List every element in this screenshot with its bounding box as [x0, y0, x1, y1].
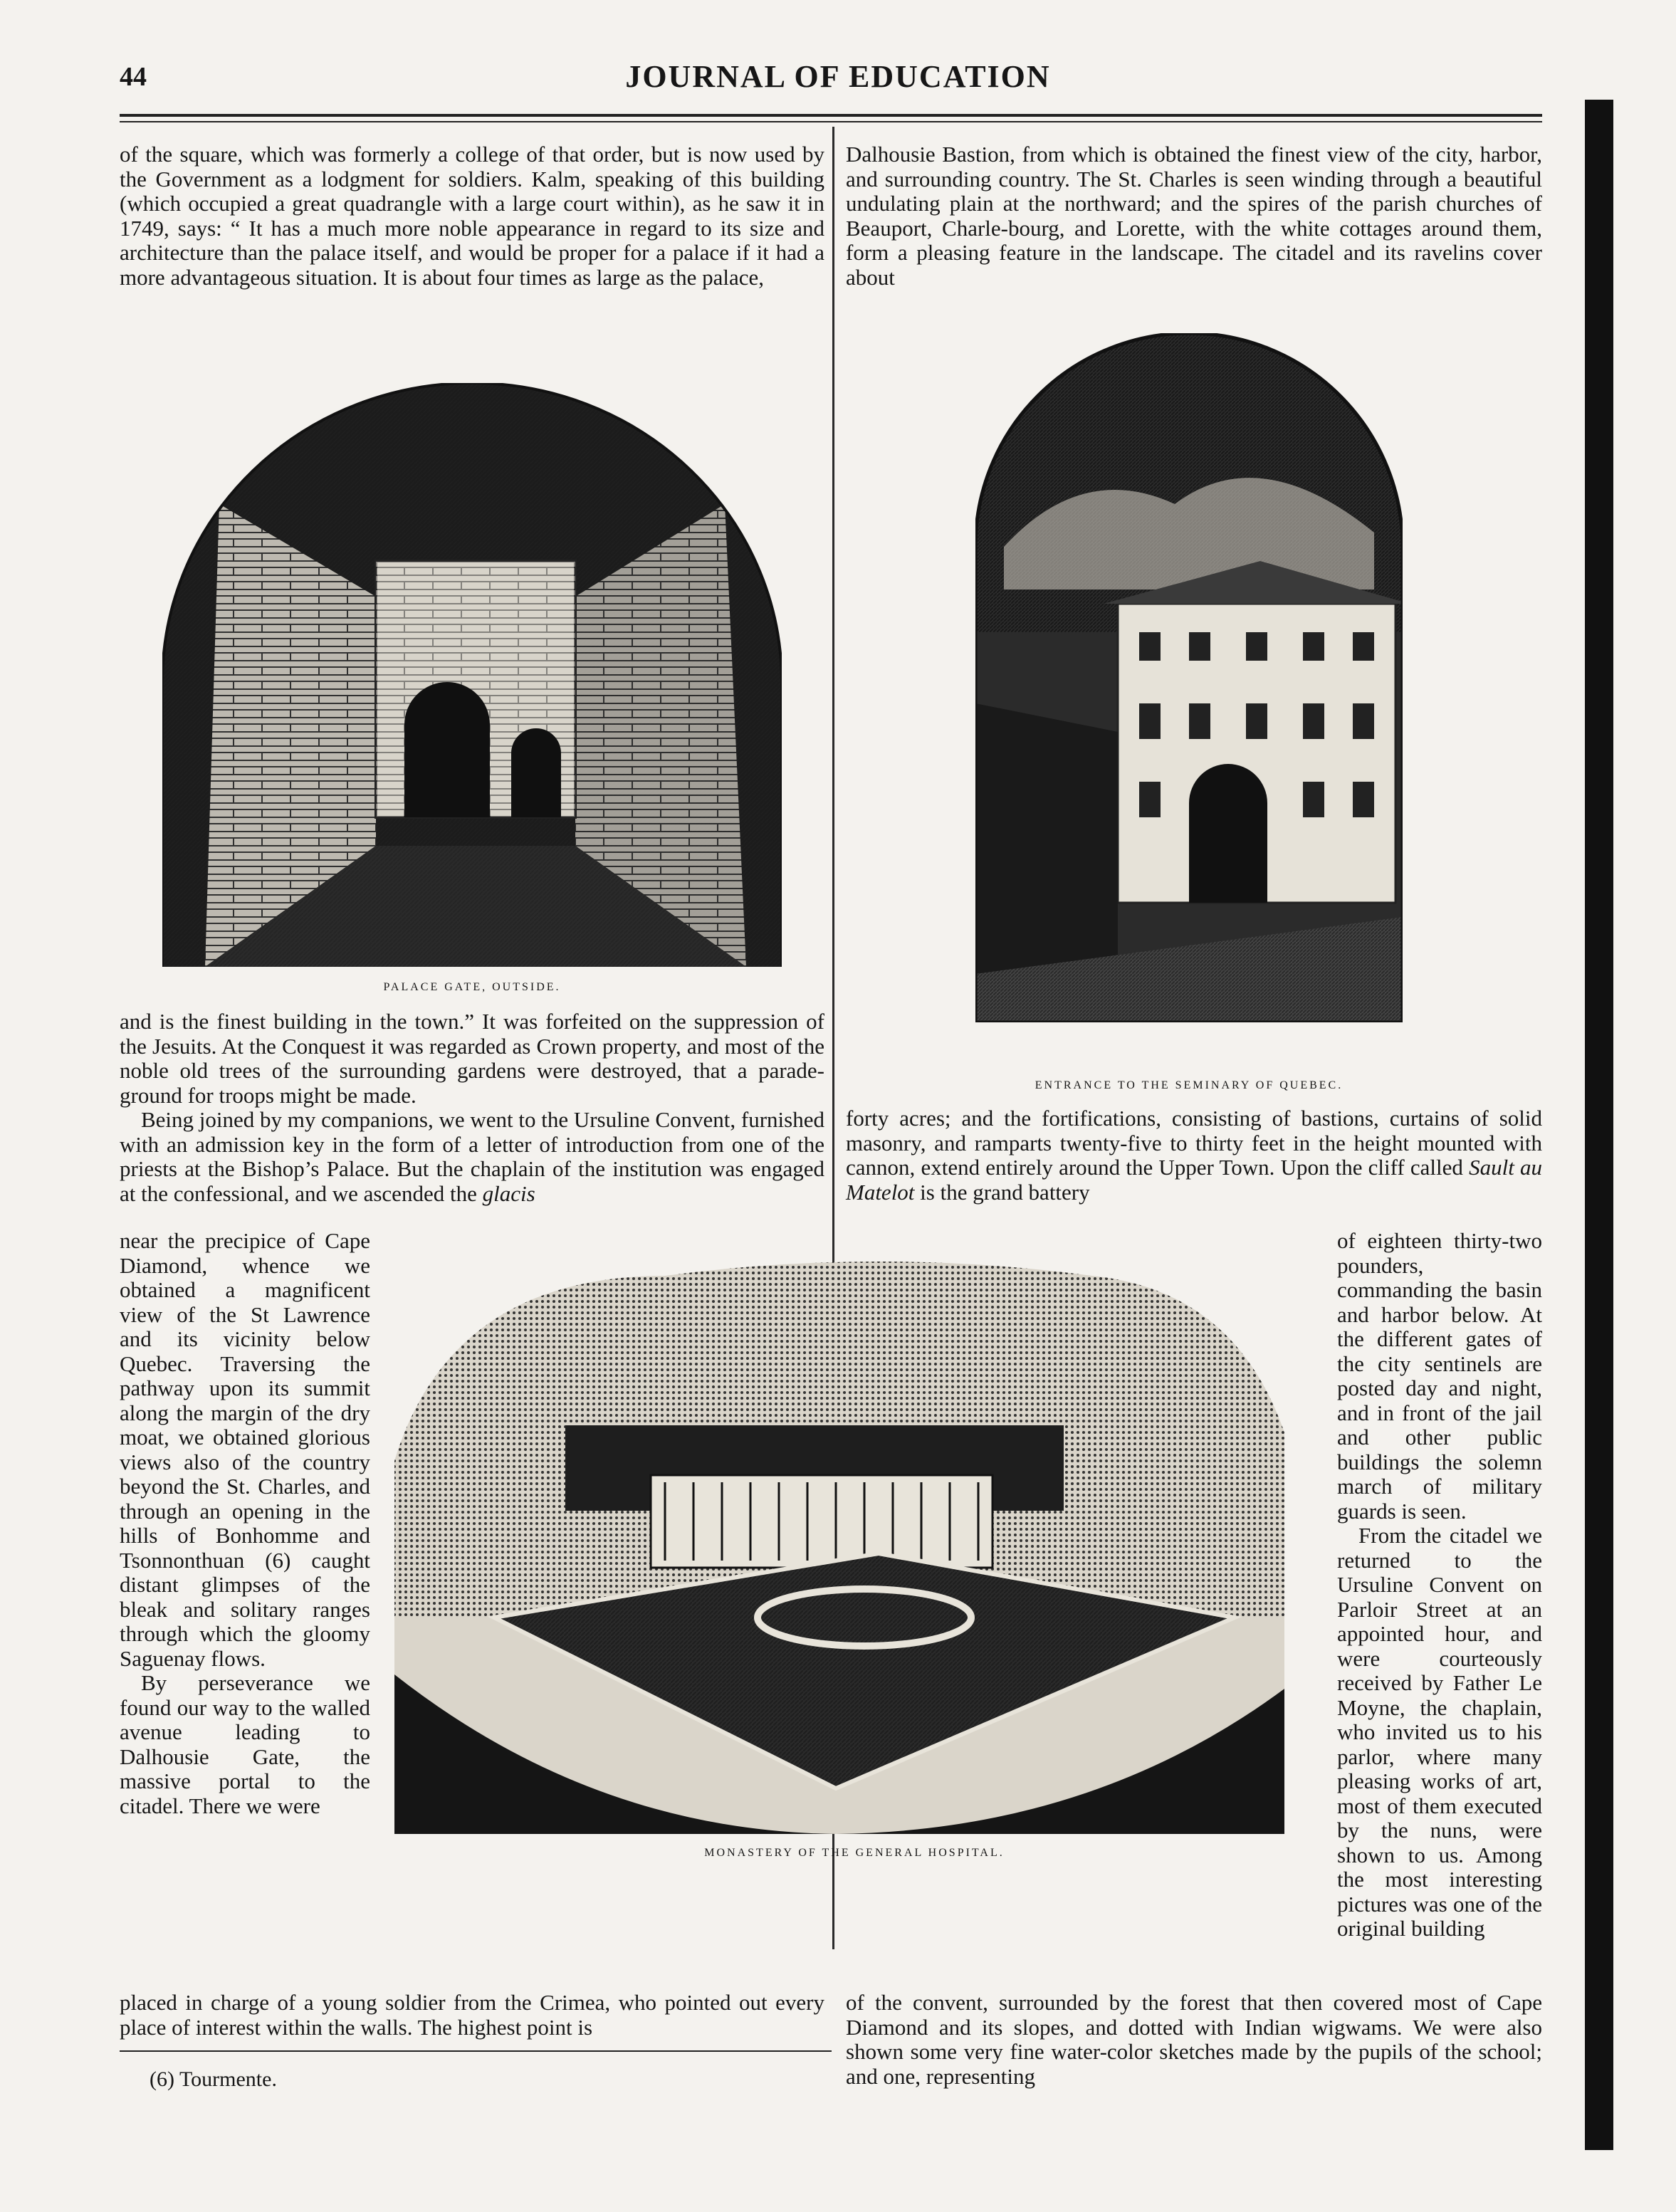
text-right-bottom [846, 1991, 1542, 2089]
paragraph [120, 1108, 824, 1206]
paragraph: of eighteen thirty-two pounders, commanding the basin and harbor below. At the different gates of the city sentinels are posted day and night, and in front of the jail and other public buildings the solemn march of military guards is seen. [1337, 1228, 1542, 1524]
scan-edge-bar [1585, 100, 1613, 2150]
paragraph: near the precipice of Cape Diamond, whence we obtained a magnificent view of the St Lawrence and its vicinity below Quebec. Traversing the pathway upon its summit along the margin of the dry moat, we obtained glorious views also of the country beyond the St. Charles, and through an opening in the hills of Bonhomme and Tsonnonthuan (6) caught distant glimpses of the bleak and solitary ranges through which the gloomy Saguenay flows. [120, 1228, 370, 1671]
illustration-seminary [975, 333, 1403, 1022]
text-narrow-left [120, 1229, 370, 1818]
header-rule-thick [120, 114, 1542, 117]
illustration-palace-gate [162, 383, 782, 967]
running-head: JOURNAL OF EDUCATION [625, 59, 1051, 94]
paragraph: Dalhousie Bastion, from which is obtained the finest view of the city, harbor, and surrounding country. The St. Charles is seen winding through a beautiful undulating plain at the northward; and the spires of the parish churches of Beauport, Charle-bourg, and Lorette, with the white cottages around them, form a pleasing feature in the landscape. The citadel and its ravelins cover about [846, 142, 1542, 290]
footnote-rule [120, 2050, 832, 2052]
caption-seminary: ENTRANCE TO THE SEMINARY OF QUEBEC. [1035, 1079, 1344, 1091]
paragraph: of the square, which was formerly a college of that order, but is now used by the Government as a lodgment for soldiers. Kalm, speaking of this building (which occupied a great quadrangle with a large court within), as he saw it in 1749, says: “ It has a much more noble appearance in regard to its size and architecture than the palace itself, and would be proper for a palace if it had a more advantageous situation. It is about four times as large as the palace, [120, 142, 824, 290]
caption-hospital: MONASTERY OF THE GENERAL HOSPITAL. [704, 1847, 1005, 1859]
italic-term: glacis [482, 1180, 535, 1206]
text-right-middle [846, 1106, 1542, 1205]
paragraph [846, 1106, 1542, 1205]
page-number: 44 [120, 62, 147, 92]
text-left-top [120, 142, 824, 290]
paragraph: of the convent, surrounded by the forest that then covered most of Cape Diamond and its slopes, and dotted with Indian wigwams. We were also shown some very fine water-color sketches made by the pupils of the school; and one, representing [846, 1990, 1542, 2089]
italic-term: Sault au Matelot [846, 1155, 1543, 1205]
caption-palace-gate: PALACE GATE, OUTSIDE. [383, 981, 561, 993]
paragraph-text: is the grand battery [920, 1179, 1090, 1205]
paragraph: By perseverance we found our way to the walled avenue leading to Dalhousie Gate, the massive portal to the citadel. There we were [120, 1670, 370, 1818]
paragraph: and is the finest building in the town.” It was forfeited on the suppression of the Jesuits. At the Conquest it was regarded as Crown property, and most of the noble old trees of the surrounding gardens were destroyed, that a parade-ground for troops might be made. [120, 1009, 824, 1108]
illustration-hospital [380, 1247, 1303, 1834]
text-narrow-right [1337, 1229, 1542, 1941]
text-right-top [846, 142, 1542, 290]
paragraph: From the citadel we returned to the Ursuline Convent on Parloir Street at an appointed hour, and were courteously received by Father Le Moyne, the chaplain, who invited us to his parlor, where many pleasing works of art, most of them executed by the nuns, were shown to us. Among the most interesting pictures was one of the original building [1337, 1523, 1542, 1941]
header-rule-thin [120, 121, 1542, 122]
paragraph-text: Being joined by my companions, we went to the Ursuline Convent, furnished with an admission key in the form of a letter of introduction from one of the priests at the Bishop’s Palace. But the chaplain of the institution was engaged at the confessional, and we ascended the [120, 1107, 824, 1206]
paragraph-text: forty acres; and the fortifications, consisting of bastions, curtains of solid masonry, and ramparts twenty-five to thirty feet in the height mounted with cannon, extend entirely around the Upper Town. Upon the cliff called [846, 1106, 1542, 1180]
text-left-bottom [120, 1991, 824, 2040]
footnote: (6) Tourmente. [150, 2067, 277, 2091]
paragraph: placed in charge of a young soldier from the Crimea, who pointed out every place of interest within the walls. The highest point is [120, 1990, 824, 2040]
text-left-middle [120, 1010, 824, 1206]
